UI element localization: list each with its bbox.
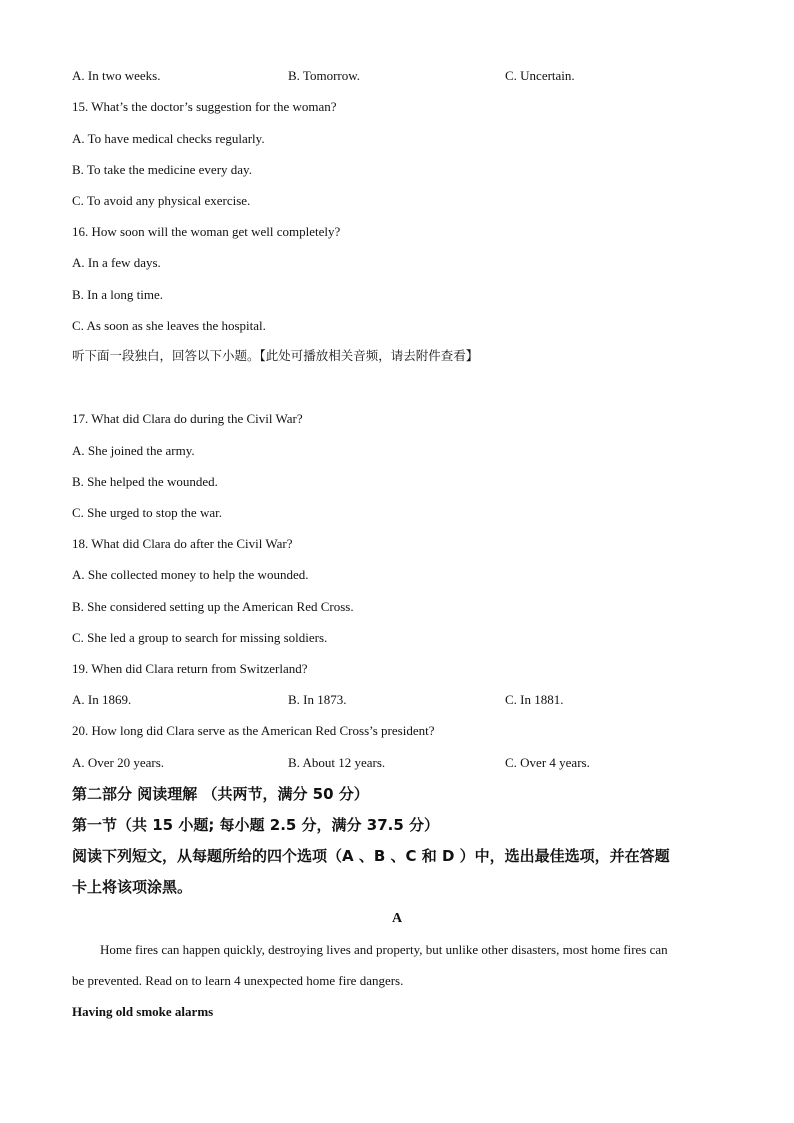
q16-option-a: A. In a few days.: [72, 255, 161, 270]
passage-line-1: Home fires can happen quickly, destroying lives and property, but unlike other disasters, most home fires can: [100, 942, 668, 957]
q17-option-a: A. She joined the army.: [72, 443, 195, 458]
q18-option-c: C. She led a group to search for missing soldiers.: [72, 630, 328, 645]
q14-option-c: C. Uncertain.: [505, 68, 575, 83]
passage-label: A: [391, 911, 403, 926]
section1-heading: 第一节（共 15 小题; 每小题 2.5 分，满分 37.5 分）: [72, 816, 440, 834]
q19-question: 19. When did Clara return from Switzerland?: [72, 661, 308, 676]
subheading: Having old smoke alarms: [72, 1004, 214, 1019]
q14-option-b: B. Tomorrow.: [288, 68, 361, 83]
q18-question: 18. What did Clara do after the Civil War?: [72, 536, 293, 551]
q15-option-a: A. To have medical checks regularly.: [72, 131, 265, 146]
part2-heading: 第二部分 阅读理解 （共两节，满分 50 分）: [72, 785, 369, 803]
q20-option-a: A. Over 20 years.: [72, 755, 165, 770]
q20-option-b: B. About 12 years.: [288, 755, 386, 770]
q16-question: 16. How soon will the woman get well completely?: [72, 224, 341, 239]
instructions-line1: 阅读下列短文，从每题所给的四个选项（A 、B 、C 和 D ）中，选出最佳选项，并在答题: [72, 847, 670, 865]
q15-option-c: C. To avoid any physical exercise.: [72, 193, 251, 208]
q16-option-b: B. In a long time.: [72, 287, 163, 302]
instructions-line2: 卡上将该项涂黑。: [72, 878, 193, 896]
q16-option-c: C. As soon as she leaves the hospital.: [72, 318, 266, 333]
q14-option-a: A. In two weeks.: [72, 68, 161, 83]
q18-option-b: B. She considered setting up the American Red Cross.: [72, 599, 354, 614]
passage-line-2: be prevented. Read on to learn 4 unexpected home fire dangers.: [72, 973, 404, 988]
q17-option-c: C. She urged to stop the war.: [72, 505, 222, 520]
q17-option-b: B. She helped the wounded.: [72, 474, 218, 489]
q20-option-c: C. Over 4 years.: [505, 755, 590, 770]
monologue-instruction: 听下面一段独白，回答以下小题。【此处可播放相关音频，请去附件查看】: [72, 348, 479, 363]
q19-option-c: C. In 1881.: [505, 692, 564, 707]
q17-question: 17. What did Clara do during the Civil War?: [72, 411, 303, 426]
q18-option-a: A. She collected money to help the wounded.: [72, 567, 309, 582]
q19-option-a: A. In 1869.: [72, 692, 132, 707]
q15-question: 15. What’s the doctor’s suggestion for the woman?: [72, 99, 337, 114]
q15-option-b: B. To take the medicine every day.: [72, 162, 252, 177]
q20-question: 20. How long did Clara serve as the American Red Cross’s president?: [72, 723, 435, 738]
q19-option-b: B. In 1873.: [288, 692, 347, 707]
